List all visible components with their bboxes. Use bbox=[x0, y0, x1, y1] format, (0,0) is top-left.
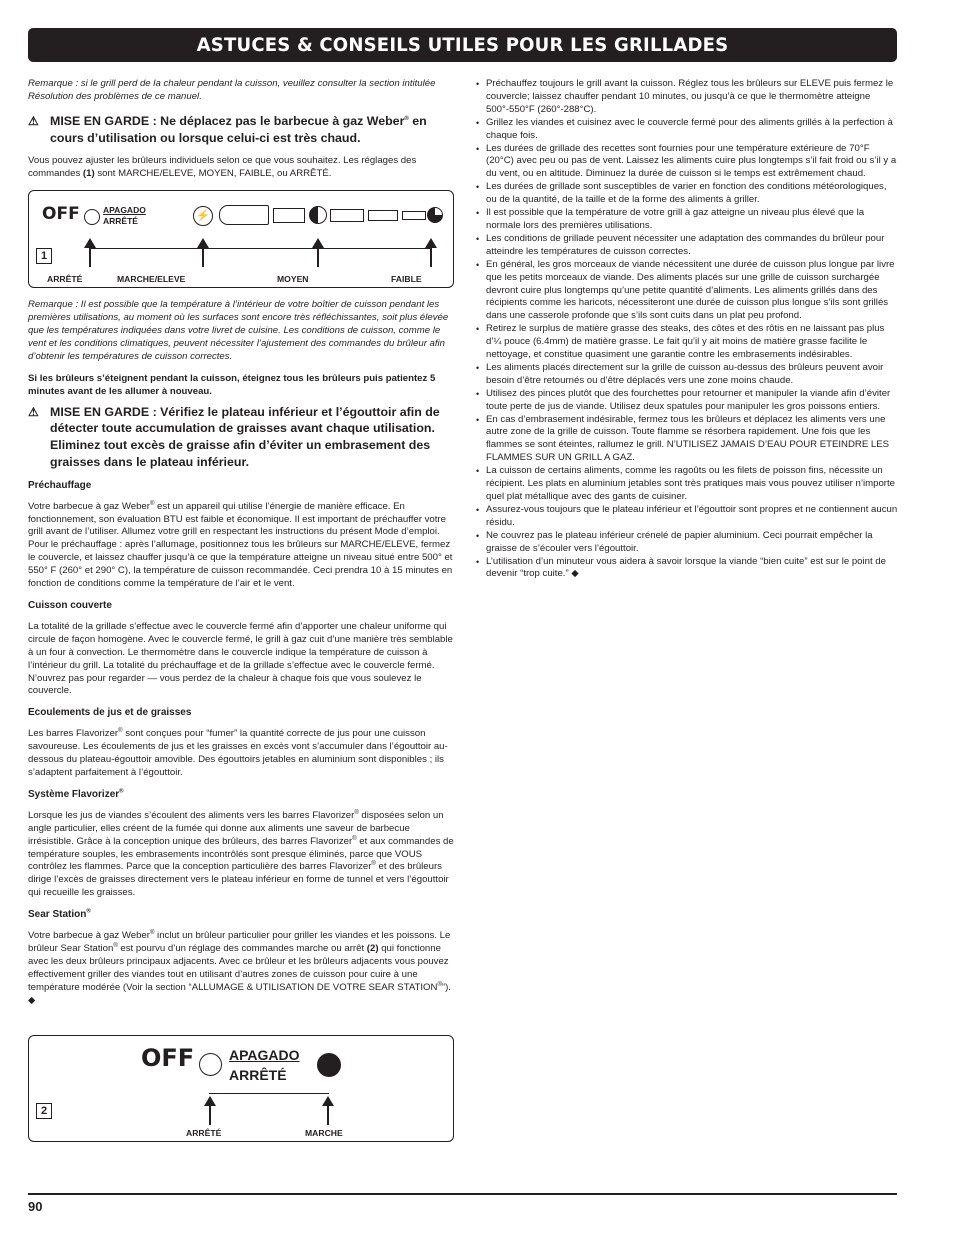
apagado-label: APAGADO bbox=[103, 205, 146, 216]
label-marche: MARCHE bbox=[305, 1128, 343, 1139]
control-knob-diagram-2 bbox=[28, 1035, 454, 1142]
flame-bar-mid-low bbox=[368, 210, 398, 221]
label-arrete: ARRÊTÉ bbox=[47, 274, 83, 285]
text-sear-station: Votre barbecue à gaz Weber® inclut un brûleur particulier pour griller les viandes et les poissons. Le brûleur Sear Station® est pourvu d’un réglage des commandes marche ou arrêt (2) qui fonctionne avec les deux brûleurs principaux adjacents. Avec ce brûleur et les brûleurs adjacents vous pouvez effectivement griller des viandes tout en utilisant d’autres zones de cuisson pour cuire à une température modérée (Voir la section “ALLUMAGE & UTILISATION DE VOTRE SEAR STATION®”). ◆ bbox=[28, 929, 451, 1006]
label-faible: FAIBLE bbox=[391, 274, 422, 285]
arrow-moyen bbox=[317, 247, 319, 267]
tip-item: • En cas d’embrasement indésirable, fermez tous les brûleurs et déplacez les aliments vers une autre zone de la grille de cuisson. Toute flamme se résorbera rapidement. Une fois que les flammes se sont éteintes, rallumez le grill. N’UTILISEZ JAMAIS D’EAU POUR ETEINDRE LES FLAMMES SUR UN GRILL A GAZ. bbox=[486, 414, 898, 466]
text-systeme-flavorizer: Lorsque les jus de viandes s’écoulent des aliments vers les barres Flavorizer® disposées selon un angle particulier, elles créent de la fumée qui donne aux aliments une saveur de barbecue irrésistible. Grâce à la conception unique des brûleurs, des barres Flavorizer® et aux commandes de température souples, les embrasements incontrôlés sont presque éliminés, parce que VOUS contrôlez les flammes. Parce que la conception particulière des barres Flavorizer® et des brûleurs dirige l’excès de graisses directement vers le plateau inférieur en forme de tunnel et vers l’égouttoir qui recueille les graisses. bbox=[28, 809, 454, 899]
ignition-icon: ⚡ bbox=[193, 206, 213, 226]
label-moyen: MOYEN bbox=[277, 274, 309, 285]
title-banner bbox=[28, 28, 897, 62]
warning-grease-text: MISE EN GARDE : Vérifiez le plateau inférieur et l’égouttoir afin de détecter toute accumulation de graisses avant chaque utilisation. Eliminez tout excès de graisse afin d’éviter un embrasement des graisses dans le plateau inférieur. bbox=[50, 404, 440, 469]
off-label: OFF bbox=[141, 1044, 195, 1073]
tip-item: • Les durées de grillade des recettes sont fournies pour une température extérieure de 70°F (20°C) avec peu ou pas de vent. Laissez les aliments cuire plus longtemps s’il fait froid ou s’il y a du vent, ou en altitude. Diminuez la durée de cuisson si le temps est extrêmement chaud. bbox=[486, 143, 898, 182]
heading-ecoulements: Ecoulements de jus et de graisses bbox=[28, 707, 192, 719]
warning-icon: ⚠ bbox=[28, 404, 39, 419]
off-circle-icon bbox=[84, 209, 100, 225]
arrete-label-top: ARRÊTÉ bbox=[103, 216, 138, 227]
tip-item: • L’utilisation d’un minuteur vous aidera à savoir lorsque la viande “bien cuite” est sur le point de devenir “trop cuite.” ◆ bbox=[486, 556, 898, 582]
tip-item: • Les aliments placés directement sur la grille de cuisson au-dessus des brûleurs peuvent avoir besoin d’être retournés ou d’être déplacés vers une zone moins chaude. bbox=[486, 362, 898, 388]
control-knob-diagram-1 bbox=[28, 190, 454, 288]
medium-icon bbox=[309, 206, 327, 224]
low-icon bbox=[427, 207, 443, 223]
text-prechauffage: Votre barbecue à gaz Weber® est un appareil qui utilise l’énergie de manière efficace. En fonctionnement, son évaluation BTU est faible et économique. Il est important de préchauffer votre grill avant de l’utiliser. Allumez votre grill en respectant les instructions du présent Mode d’emploi. Pour le préchauffage : après l’allumage, positionnez tous les brûleurs sur MARCHE/ELEVE, fermez le couvercle, et laissez chauffer jusqu’à ce que la température atteigne un niveau situé entre 500° et 550° F (260° et 290° C), la température de cuisson recommandée. Ceci prendra 10 à 15 minutes en fonction de conditions comme la température de l’air et le vent. bbox=[28, 500, 453, 590]
flame-bar-mid bbox=[330, 209, 364, 222]
remark-heat-loss: Remarque : si le grill perd de la chaleur pendant la cuisson, veuillez consulter la section intitulée Résolution des problèmes de ce manuel. bbox=[28, 78, 436, 102]
page-title: ASTUCES & CONSEILS UTILES POUR LES GRILLADES bbox=[196, 34, 729, 56]
flame-bar-mid-high bbox=[273, 208, 305, 223]
setting-axis bbox=[209, 1093, 329, 1094]
flame-bar-low bbox=[402, 211, 426, 220]
arrow-faible bbox=[430, 247, 432, 267]
heading-prechauffage: Préchauffage bbox=[28, 479, 92, 491]
tip-item: • Ne couvrez pas le plateau inférieur crénelé de papier aluminium. Ceci pourrait empêcher la graisse de s’écouler vers l’égouttoir. bbox=[486, 530, 898, 556]
figure-number-2: 2 bbox=[36, 1103, 52, 1119]
flame-bar-high bbox=[219, 205, 269, 225]
text-cuisson-couverte: La totalité de la grillade s’effectue avec le couvercle fermé afin d’apporter une chaleur uniforme qui circule de façon homogène. Avec le couvercle fermé, le grill à gaz cuit d’une manière très semblable à un four à convection. Le thermomètre dans le couvercle indique la température de cuisson à l’intérieur du grill. La totalité du préchauffage et de la grillade s’effectue avec le couvercle fermé. N’ouvrez pas pour regarder — vous perdez de la chaleur à chaque fois que vous soulevez le couvercle. bbox=[28, 620, 453, 697]
footer-rule bbox=[28, 1193, 897, 1195]
right-column bbox=[474, 78, 898, 581]
figure-number-1: 1 bbox=[36, 248, 52, 264]
page-number: 90 bbox=[28, 1199, 43, 1214]
tip-item: • En général, les gros morceaux de viande nécessitent une durée de cuisson plus longue par livre que les petits morceaux de viande. Des aliments placés sur une grille de cuisson surchargée devront cuire plus longtemps qu’une petite quantité d’aliments. Les aliments grillés dans des récipients comme les haricots, nécessiteront une durée de cuisson plus longue s’ils sont grillés dans une casserole profonde que s’ils sont cuits dans un plat peu profond. bbox=[486, 259, 898, 324]
tip-item: • Assurez-vous toujours que le plateau inférieur et l’égouttoir sont propres et ne contiennent aucun résidu. bbox=[486, 504, 898, 530]
tips-list bbox=[474, 78, 898, 581]
label-arrete: ARRÊTÉ bbox=[186, 1128, 222, 1139]
left-column bbox=[28, 78, 454, 1153]
arrete-label-top: ARRÊTÉ bbox=[229, 1067, 287, 1084]
tip-item: • Il est possible que la température de votre grill à gaz atteigne un niveau plus élevé que la normale lors des premières utilisations. bbox=[486, 207, 898, 233]
adjust-text: Vous pouvez ajuster les brûleurs individuels selon ce que vous souhaitez. Les réglages des commandes (1) sont MARCHE/ELEVE, MOYEN, FAIBLE, ou ARRÊTÉ. bbox=[28, 155, 417, 180]
arrow-marche bbox=[327, 1105, 329, 1125]
tip-item: • Les durées de grillade sont susceptibles de varier en fonction des conditions météorologiques, ou de la quantité, de la taille et de la forme des aliments à griller. bbox=[486, 181, 898, 207]
apagado-label: APAGADO bbox=[229, 1047, 300, 1064]
warning-move bbox=[28, 113, 454, 147]
burners-out-note: Si les brûleurs s’éteignent pendant la cuisson, éteignez tous les brûleurs puis patientez 5 minutes avant de les allumer à nouveau. bbox=[28, 372, 436, 397]
tip-item: • Retirez le surplus de matière grasse des steaks, des côtes et des rôtis en ne laissant pas plus d’¼ pouce (6.4mm) de matière grasse. Le fait qu’il y ait moins de matière grasse facilite le nettoyage, et constitue quasiment une garantie contre les embrasements indésirables. bbox=[486, 323, 898, 362]
remark-temperature: Remarque : Il est possible que la température à l’intérieur de votre boîtier de cuisson pendant les premières utilisations, au moment où les surfaces sont encore très réfléchissantes, soit plus élevée que les températures indiquées dans votre livret de cuisine. Les conditions de cuisson, comme le vent et les conditions climatiques, peuvent nécessiter l’ajustement des commandes du brûleur afin d’obtenir les températures de cuisson correctes. bbox=[28, 299, 449, 362]
warning-icon: ⚠ bbox=[28, 113, 39, 128]
tip-item: • Grillez les viandes et cuisinez avec le couvercle fermé pour des aliments grillés à la perfection à chaque fois. bbox=[486, 117, 898, 143]
tip-item: • Préchauffez toujours le grill avant la cuisson. Réglez tous les brûleurs sur ELEVE puis fermez le couvercle; laissez chauffer pendant 10 minutes, ou jusqu’à ce que le thermomètre atteigne 500°-550°F (260°-288°C). bbox=[486, 78, 898, 117]
tip-item: • La cuisson de certains aliments, comme les ragoûts ou les filets de poisson fins, nécessite un récipient. Les plats en aluminium jetables sont très pratiques mais vous pouvez utiliser n’importe quel plat métallique avec des gants de cuisiner. bbox=[486, 465, 898, 504]
tip-item: • Les conditions de grillade peuvent nécessiter une adaptation des commandes du brûleur pour atteindre les températures de cuisson correctes. bbox=[486, 233, 898, 259]
tip-item: • Utilisez des pinces plutôt que des fourchettes pour retourner et manipuler la viande afin d’éviter toute perte de jus de viande. Utilisez deux spatules pour manipuler les gros poissons entiers. bbox=[486, 388, 898, 414]
heading-cuisson-couverte: Cuisson couverte bbox=[28, 600, 112, 611]
arrow-arrete bbox=[209, 1105, 211, 1125]
off-label: OFF bbox=[42, 204, 80, 225]
arrow-arrete bbox=[89, 247, 91, 267]
text-ecoulements: Les barres Flavorizer® sont conçues pour “fumer” la quantité correcte de jus pour une cuisson savoureuse. Les écoulements de jus et les graisses en excès vont s’accumuler dans l’égouttoir au-dessous du plateau-égouttoir amovible. Des égouttoirs jetables en aluminium sont disponibles ; ils s’adaptent parfaitement à l’égouttoir. bbox=[28, 728, 448, 778]
warning-move-text: MISE EN GARDE : Ne déplacez pas le barbecue à gaz Weber® en cours d’utilisation ou lorsque celui-ci est très chaud. bbox=[50, 113, 427, 145]
off-circle-icon bbox=[199, 1053, 222, 1076]
heading-sear-station: Sear Station® bbox=[28, 908, 91, 921]
arrow-marche-eleve bbox=[202, 247, 204, 267]
heading-systeme-flavorizer: Système Flavorizer® bbox=[28, 788, 124, 800]
on-circle-icon bbox=[317, 1053, 341, 1077]
warning-grease bbox=[28, 404, 454, 471]
setting-axis bbox=[89, 248, 431, 249]
label-marche-eleve: MARCHE/ELEVE bbox=[117, 274, 186, 285]
